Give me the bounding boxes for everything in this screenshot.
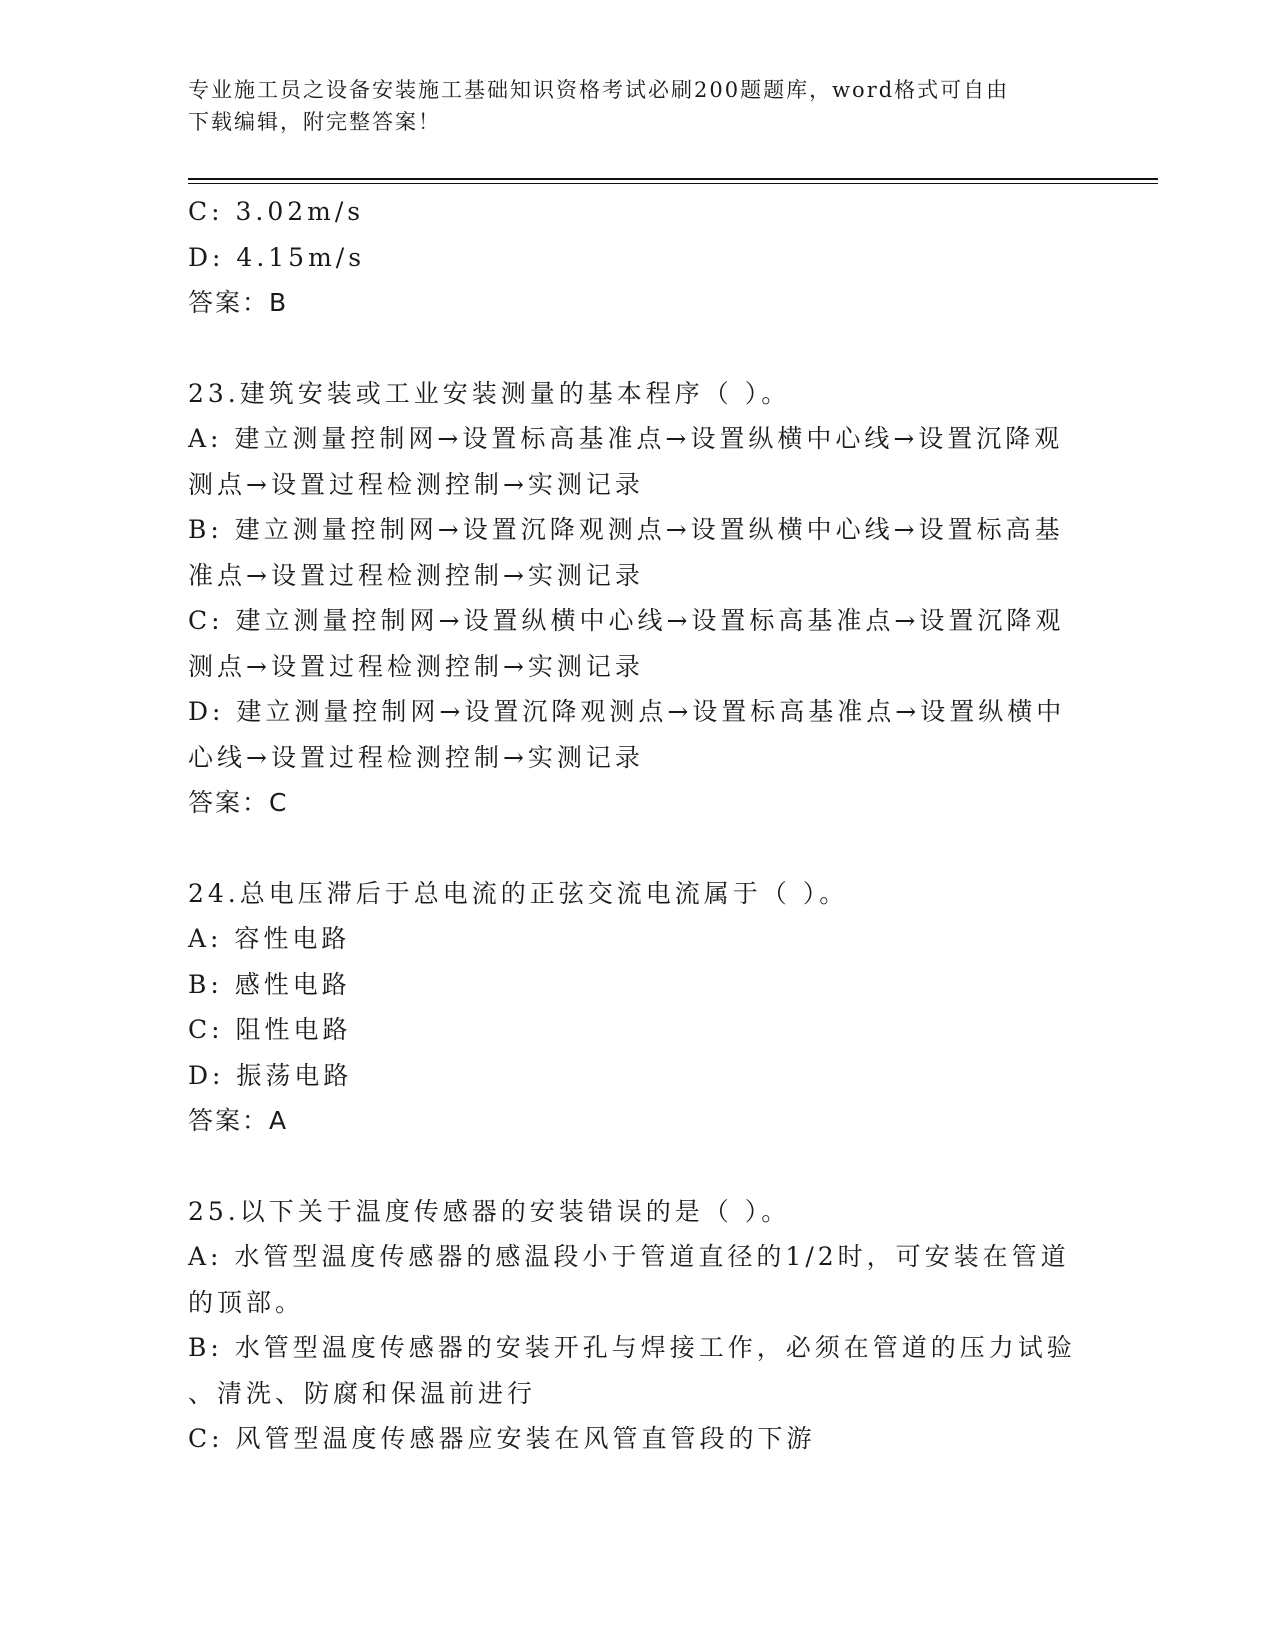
q23-option-c-line1: C: 建立测量控制网→设置纵横中心线→设置标高基准点→设置沉降观 bbox=[188, 606, 1065, 635]
q24-stem: 24.总电压滞后于总电流的正弦交流电流属于（ ）。 bbox=[188, 878, 849, 908]
document-header bbox=[188, 74, 1088, 138]
question-content bbox=[188, 189, 1088, 1462]
header-line-2: 下载编辑，附完整答案！ bbox=[188, 110, 441, 134]
q23-option-c-line2: 测点→设置过程检测控制→实测记录 bbox=[188, 651, 644, 681]
question-23 bbox=[188, 371, 1088, 826]
q22-option-c: C: 3.02m/s bbox=[188, 197, 365, 226]
q24-answer: 答案：A bbox=[188, 1106, 289, 1135]
q23-option-d-line2: 心线→设置过程检测控制→实测记录 bbox=[188, 742, 644, 772]
question-24 bbox=[188, 871, 1088, 1144]
header-rule-thick bbox=[188, 178, 1158, 180]
q23-stem: 23.建筑安装或工业安装测量的基本程序（ ）。 bbox=[188, 378, 791, 408]
q23-option-d-line1: D: 建立测量控制网→设置沉降观测点→设置标高基准点→设置纵横中 bbox=[188, 697, 1066, 726]
spacer bbox=[188, 826, 1088, 871]
q23-option-a-line1: A: 建立测量控制网→设置标高基准点→设置纵横中心线→设置沉降观 bbox=[188, 424, 1064, 453]
q24-option-c: C: 阻性电路 bbox=[188, 1015, 352, 1044]
q24-option-d: D: 振荡电路 bbox=[188, 1060, 353, 1090]
q25-option-c: C: 风管型温度传感器应安装在风管直管段的下游 bbox=[188, 1424, 816, 1453]
q24-option-b: B: 感性电路 bbox=[188, 969, 351, 999]
spacer bbox=[188, 326, 1088, 371]
q25-option-b-line1: B: 水管型温度传感器的安装开孔与焊接工作，必须在管道的压力试验 bbox=[188, 1333, 1076, 1362]
header-line-1: 专业施工员之设备安装施工基础知识资格考试必刷200题题库，word格式可自由 bbox=[188, 78, 1010, 102]
q25-option-b-line2: 、清洗、防腐和保温前进行 bbox=[188, 1378, 537, 1408]
question-25 bbox=[188, 1189, 1088, 1462]
question-22-continued bbox=[188, 189, 1088, 326]
q23-answer: 答案：C bbox=[188, 788, 289, 817]
q25-stem: 25.以下关于温度传感器的安装错误的是（ ）。 bbox=[188, 1196, 791, 1226]
spacer bbox=[188, 1144, 1088, 1189]
q23-option-a-line2: 测点→设置过程检测控制→实测记录 bbox=[188, 469, 644, 499]
q25-option-a-line2: 的顶部。 bbox=[188, 1287, 305, 1317]
header-rule-thin bbox=[188, 183, 1158, 184]
q22-answer: 答案：B bbox=[188, 288, 289, 317]
q23-option-b-line2: 准点→设置过程检测控制→实测记录 bbox=[188, 560, 644, 590]
q25-option-a-line1: A: 水管型温度传感器的感温段小于管道直径的1/2时，可安装在管道 bbox=[188, 1242, 1070, 1271]
q24-option-a: A: 容性电路 bbox=[188, 924, 351, 953]
q23-option-b-line1: B: 建立测量控制网→设置沉降观测点→设置纵横中心线→设置标高基 bbox=[188, 515, 1064, 544]
q22-option-d: D: 4.15m/s bbox=[188, 242, 366, 272]
